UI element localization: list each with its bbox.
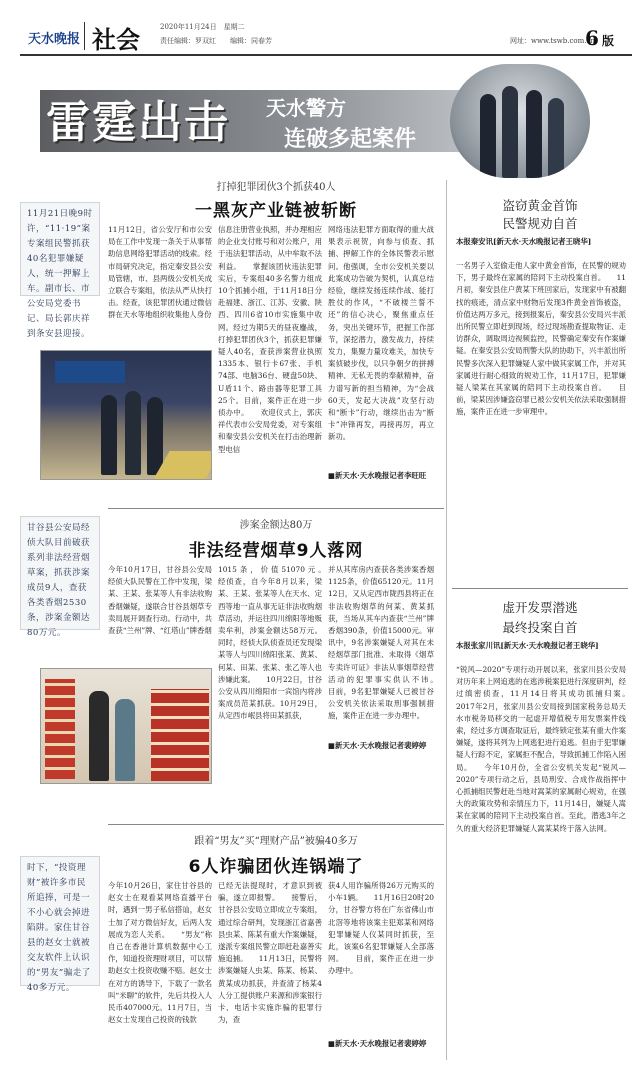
article1-photo	[40, 350, 212, 480]
section-rule	[108, 508, 444, 509]
banner-title: 雷霆出击	[46, 97, 230, 148]
article1-byline: ■新天水·天水晚报记者李旺旺	[328, 471, 427, 480]
banner-subtitle-2: 连破多起案件	[284, 127, 417, 152]
right2-head-1: 虚开发票潜逃	[502, 600, 578, 615]
sidebar-note-1	[20, 202, 100, 339]
right2-lead: 本报张家川讯[新天水·天水晚报记者王晓华]	[456, 641, 599, 650]
right1-lead: 本报秦安讯[新天水·天水晚报记者王晓华]	[456, 237, 592, 246]
section-rule	[452, 588, 628, 589]
sidebar-note-2	[20, 516, 100, 638]
right1-body: 一名男子入室偷走他人家中黄金首饰，在民警的规劝下，男子最终在家属的陪同下主动投案自首。 11月初，秦安县住户黄某下班回家后，发现家中有被翻找的痕迹，清点家中财物后发现3件黄金首饰被盗，价值达两万多元，接到报案后，秦安县公安局兴丰派出所民警立即赶到现场，经过现场勘查提取物证、走访群众，调取周边视频监控，民警确定秦安有作案嫌疑。在秦安县公安局刑警大队的协助下，兴丰派出所民警多次深入犯罪嫌疑人家中做其家属工作，并对其家属进行耐心细致的规劝工作，11月17日，犯罪嫌疑人梁某在其家属的陪同下主动投案自首。 目前，梁某因涉嫌盗窃罪已被公安机关依法采取强制措施，案件正在进一步审理中。	[456, 261, 626, 417]
article1-kicker: 打掉犯罪团伙3个抓获40人	[216, 182, 336, 193]
article2-byline: ■新天水·天水晚报记者裴婷婷	[328, 741, 427, 750]
right1-head-2: 民警规劝自首	[502, 216, 578, 231]
article3-byline: ■新天水·天水晚报记者裴婷婷	[328, 1039, 427, 1048]
article3-col-3: 获4人用诈骗所得26万元购买的小车1辆。 11月16日20时20分，甘谷警方将在广东省佛山市北滘等地将该案主犯郑某和网络犯罪嫌疑人仪某同时抓获，至此，该案6名犯罪嫌疑人全部落网。 目前，案件正在进一步办理中。	[328, 881, 434, 976]
article2-col-2: 1015条，价值51070元。 经侦查，自今年8月以来，梁某、王某、张某等人在天水、定西等地一直从事无证非法收购烟草活动，并运往四川绵阳等地贩卖牟利，涉案金额达58万元。同时，经侦大队侦查员还发现梁某等人与四川绵阳张某、黄某、何某、田某、张某、张乙等人也涉嫌此案。 10月22日，甘谷公安从四川绵阳市一宾馆内将涉案成员范某抓获。10月29日，从定西市岷县将田某抓获，	[218, 565, 322, 721]
article2-photo	[40, 668, 212, 784]
page-number: 6	[585, 26, 599, 50]
banner-photo	[450, 64, 590, 178]
sidebar-note-3	[20, 856, 100, 993]
section-title: 社会	[92, 25, 140, 54]
article3-col-1: 今年10月26日，家住甘谷县的赵女士在观看某网络直播平台时，遇到一男子私信搭讪，赵女士加了对方微信好友，后两人发展成为恋人关系。 “男友”称自己在香港计算机数据中心工作，知道投资理财项目，可以帮助赵女士投资收赚不赔。赵女士在对方的诱导下，下载了一款名叫“米聊”的软件，先后共投入人民币407000元。11月7日，当赵女士发现自己投资的钱款	[108, 881, 212, 1025]
article2-col-1: 今年10月17日，甘谷县公安局经侦大队民警在工作中发现，梁某、王某、张某等人有非法收购香烟嫌疑，遂联合甘谷县烟草专卖局展开调查行动。行动中，共查获“兰州”牌、“红塔山”牌香烟	[108, 565, 212, 636]
sidebar-note-text: 11月21日晚9时许，“11·19”案专案组民警抓获40名犯罪嫌疑人，统一押解上车。副市长、市公安局党委书记、局长郭庆祥到条安县迎接。	[27, 209, 93, 339]
station-sign	[55, 361, 125, 383]
article2-kicker: 涉案金额达80万	[239, 520, 313, 531]
newspaper-logo: 天水晚报	[28, 32, 81, 47]
article3-kicker: 跟着“男友”买“理财产品”被骗40多万	[194, 836, 358, 847]
article1-col-2: 信息注册营业执照，并办理相应的企业支付账号和对公账户，用于违法犯罪活动，从中牟取不法利益。 掌握该团伙违法犯罪实后，专案组40多名警力组成10个抓捕小组，于11月18日分赴福建、浙江、江苏、安徽、陕西、四川6省10市实施集中收网。经过为期5天的昼夜鏖战，打掉犯罪团伙3个，抓获犯罪嫌疑人40名，查获涉案营业执照1335本、银行卡67张、手机74部、电脑36台、硬盘50块、U盾11个、路由器等犯罪工具25个。目前，案件正在进一步侦办中。 欢迎仪式上，郭庆祥代表市公安局党委，对专案组和秦安县公安机关在打击治理新型电信	[218, 225, 322, 454]
right2-head-2: 最终投案自首	[502, 620, 578, 635]
section-rule	[108, 824, 444, 825]
banner-subtitle-1: 天水警方	[266, 96, 346, 120]
editor-credits: 责任编辑：罗双红 编辑：同春芳	[160, 37, 272, 45]
article1-headline: 一黑灰产业链被斩断	[195, 201, 357, 221]
sidebar-note-text: 时下，“投资理财”被许多市民所追捧，可是一不小心就会掉进陷阱。家住甘谷县的赵女士就被交友软件上认识的“男友”骗走了40多万元。	[27, 863, 91, 993]
site-url: 网址：www.tswb.com.cn	[510, 37, 595, 45]
article1-col-3: 网络违法犯罪方面取得的重大战果表示祝贺，向参与侦查、抓捕、押解工作的全体民警表示慰问。他强调，全市公安机关要以此案成功告破为契机，认真总结经验，继续发扬连续作战、能打胜仗的作风，“不破楼兰誓不还”的信心决心，聚焦重点任务，突出关键环节，把握工作部节，深挖潜力，激发战力，持续发力，集聚力量攻难关，加快专案侦破步伐，以只争朝夕的拼搏精神、无私无畏的奉献精神，奋力谱写新的担当精神，为“会战60天，发起大决战”攻坚行动和“断卡”行动，继续出击为“断卡”冲锋再发，再接再厉，再立新功。	[328, 225, 434, 442]
header-divider	[84, 22, 85, 50]
feature-banner	[40, 60, 632, 178]
article1-col-1: 11月12日，省公安厅和市公安局在工作中发现一条关于从事帮助信息网络犯罪活动的线索。经市局研究决定，指定秦安县公安局管辖，市、县两级公安机关成立联合专案组，依法从严从快打击。经查，该犯罪团伙通过微信群在天水等地组织收集他人身份	[108, 225, 212, 320]
article2-headline: 非法经营烟草9人落网	[188, 541, 364, 561]
right2-body: “锐风—2020”专项行动开展以来，张家川县公安局对历年来上网追逃的在逃涉税案犯进行深度研判，经过缜密侦查，11月14日将其成功抓捕归案。 2017年2月，张家川县公安局接到国家税务总局天水市税务局移交的一起虚开增值税专用发票案件线索，经过多方调查取证后，最终锁定张某有重大作案嫌疑，遂将其列为上网逃犯进行追逃。但由于犯罪嫌疑人行踪不定，家属拒不配合，导致抓捕工作陷入困局。 今年10月份，全省公安机关发起“锐风—2020”专项行动之后，县局刑安、合成作战指挥中心抓捕组民警赶赴当地对嵩某的家属耐心规劝，在强大的政策攻势和亲情压力下，11月14日，嫌疑人嵩某在家属的陪同下主动投案自首。至此，潜逃3年之久的重大经济犯罪嫌疑人嵩某某终于落入法网。	[456, 665, 626, 833]
column-rule	[446, 180, 447, 1060]
article2-col-3: 并从其库房内查获各类涉案香烟1125条，价值65120元。11月12日，又从定西市陇西县将正在非法收购烟草的何某、黄某抓获，当场从其车内查获“兰州”牌香烟390条，价值15000元。审讯中，9名涉案嫌疑人对其在未经烟草部门批准、未取得《烟草专卖许可证》非法从事烟草经营活动的犯罪事实供认不讳。 目前，9名犯罪嫌疑人已被甘谷公安机关依法采取刑事强制措施，案件正在进一步办理中。	[328, 565, 434, 721]
article3-col-2: 已经无法提现时，才意识到被骗，遂立即报警。 接警后，甘谷县公安局立即成立专案组，通过综合研判，发现浙江省嘉善县虫某、陈某有重大作案嫌疑，遂派专案组民警立即赶赴嘉善实施追捕。 11月13日，民警将涉案嫌疑人虫某、陈某、杨某、黄某成功抓获，并查清了杨某4人分工提供账户来源和涉案银行卡、电话卡实施诈骗的犯罪行为，查	[218, 881, 322, 1025]
right1-head-1: 盗窃黄金首饰	[502, 198, 578, 213]
issue-date: 2020年11月24日 星期二	[160, 23, 245, 31]
article3-headline: 6人诈骗团伙连锅端了	[188, 857, 364, 877]
sidebar-note-text: 甘谷县公安局经侦大队目前破获系列非法经营烟草案，抓获涉案成员9人，查获各类香烟2530条，涉案金额达80万元。	[27, 523, 91, 638]
header-rule	[20, 54, 632, 56]
page-suffix: 版	[602, 34, 615, 48]
